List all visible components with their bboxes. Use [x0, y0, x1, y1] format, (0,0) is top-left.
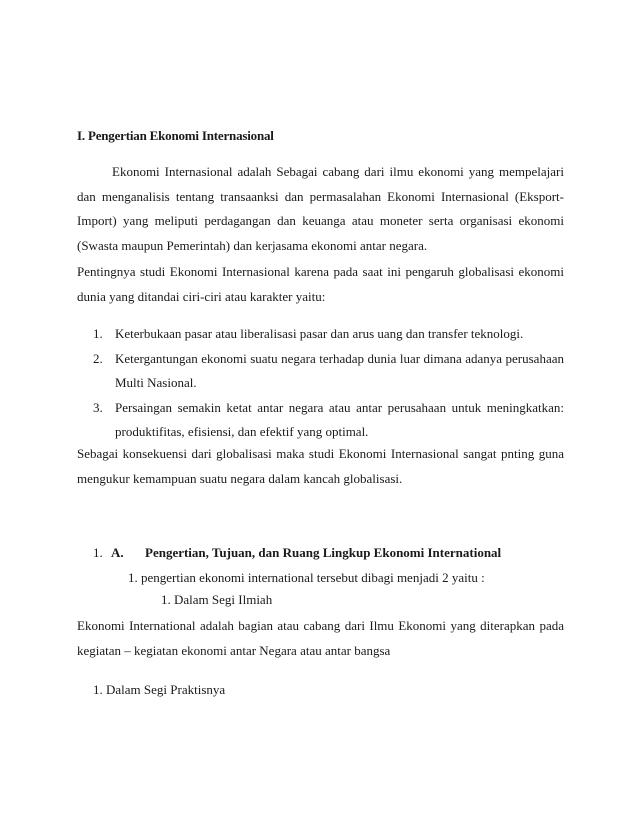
paragraph-definition: Ekonomi Internasional adalah Sebagai cabang dari ilmu ekonomi yang mempelajari dan menganalisis tentang transaanksi dan permasalahan Ekonomi Internasional (Eksport-Import) yang meliputi perdagangan dan keuanga atau moneter serta organisasi ekonomi (Swasta maupun Pemerintah) dan kerjasama ekonomi antar negara. [77, 164, 564, 253]
list-number: 3. [93, 399, 103, 415]
section-heading: I. Pengertian Ekonomi Internasional [77, 128, 274, 143]
subsection-number: 1. [93, 545, 103, 560]
list-text: Persaingan semakin ketat antar negara atau antar perusahaan untuk meningkatkan: produktifitas, efisiensi, dan efektif yang optimal. [115, 399, 564, 439]
sub-item-scientific: 1. Dalam Segi Ilmiah [161, 592, 273, 607]
list-number: 2. [93, 350, 103, 366]
paragraph-consequence: Sebagai konsekuensi dari globalisasi maka studi Ekonomi Internasional sangat pnting guna mengukur kemampuan suatu negara dalam kancah globalisasi. [77, 446, 564, 486]
list-item [93, 347, 564, 396]
list-item [93, 396, 564, 445]
subsection-letter: A. [111, 545, 124, 560]
paragraph-importance: Pentingnya studi Ekonomi Internasional karena pada saat ini pengaruh globalisasi ekonomi dunia yang ditandai ciri-ciri atau karakter yaitu: [77, 264, 564, 304]
list-text: Keterbukaan pasar atau liberalisasi pasar dan arus uang dan transfer teknologi. [115, 326, 524, 341]
subsection-title: Pengertian, Tujuan, dan Ruang Lingkup Ekonomi International [145, 545, 502, 560]
sub-item-practical: 1. Dalam Segi Praktisnya [93, 682, 226, 697]
list-text: Ketergantungan ekonomi suatu negara terhadap dunia luar dimana adanya perusahaan Multi Nasional. [115, 350, 564, 390]
characteristics-list [93, 322, 564, 445]
list-item [93, 322, 564, 347]
list-number: 1. [93, 326, 103, 341]
sub-item-definition: 1. pengertian ekonomi international tersebut dibagi menjadi 2 yaitu : [128, 570, 485, 585]
paragraph-international-economics: Ekonomi International adalah bagian atau cabang dari Ilmu Ekonomi yang diterapkan pada kegiatan – kegiatan ekonomi antar Negara atau antar bangsa [77, 618, 564, 658]
